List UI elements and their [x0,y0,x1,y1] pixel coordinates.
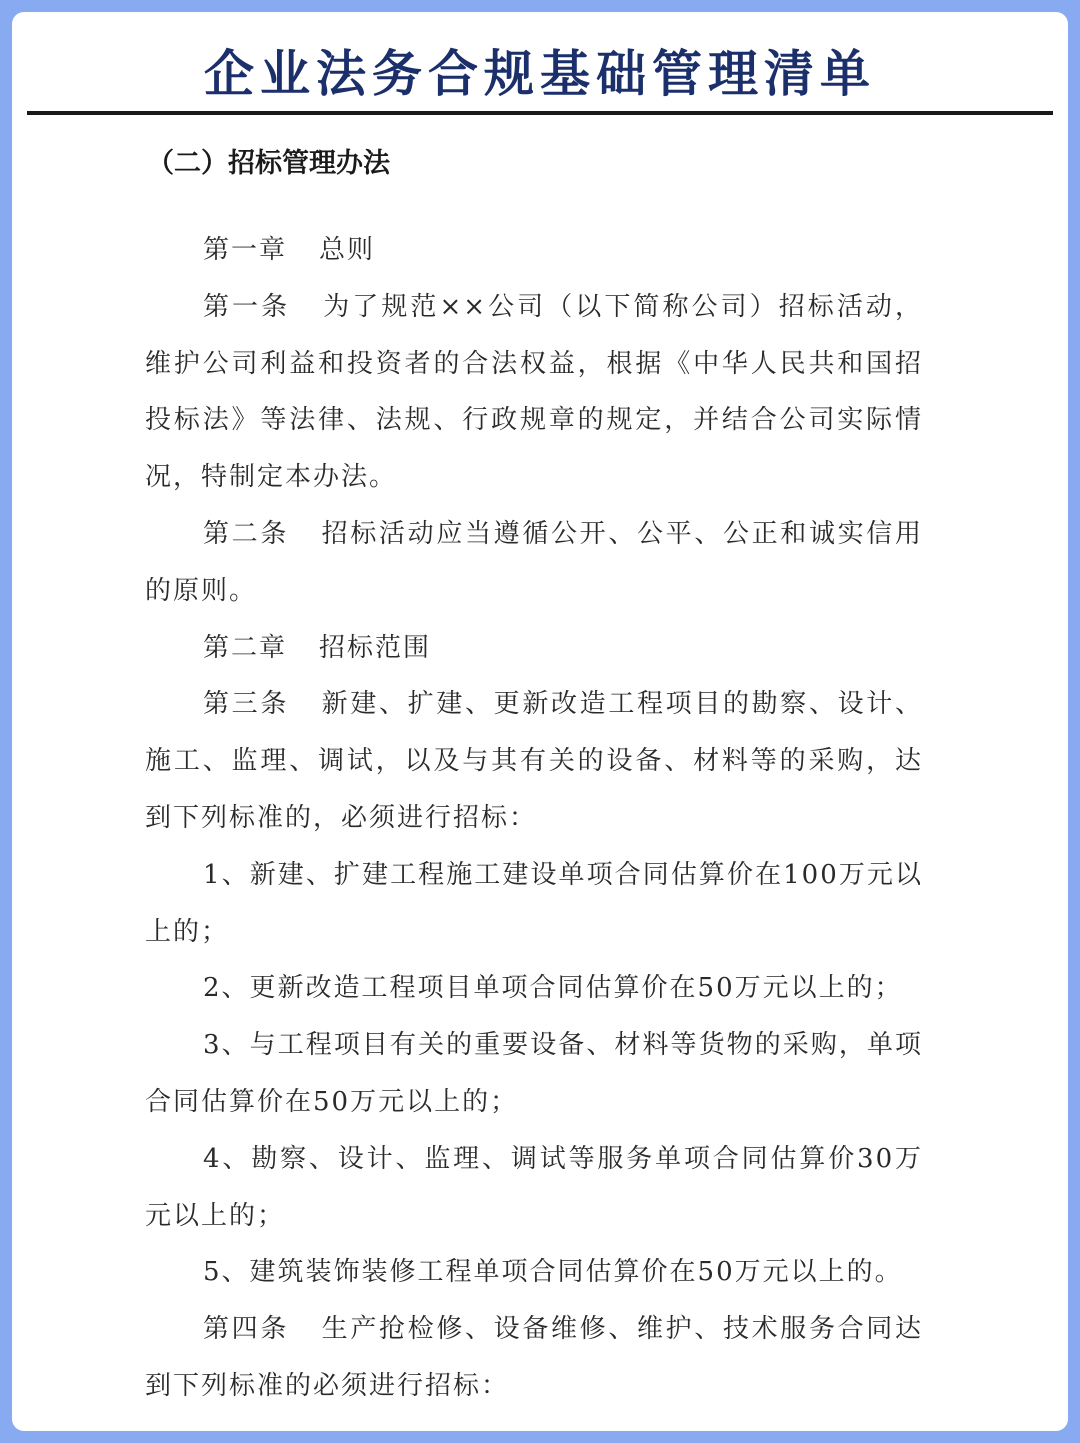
chapter-text: 招标范围 [319,632,432,663]
chapter-text: 总则 [319,235,376,265]
title-divider [27,111,1053,115]
article-text: 招标活动应当遵循公开、公平、公正和诚实信用的原则。 [145,518,923,606]
document-page [12,12,1068,1431]
chapter-label: 第二章 [203,632,288,663]
chapter-heading [145,222,923,279]
article-paragraph [145,506,923,620]
document-title: 企业法务合规基础管理清单 [204,45,876,103]
article-paragraph [145,676,923,846]
chapter-label: 第一章 [203,235,288,265]
article-label: 第四条 [203,1314,289,1345]
article-paragraph [145,1301,923,1415]
list-item: 4、勘察、设计、监理、调试等服务单项合同估算价30万元以上的； [145,1143,923,1231]
document-body [145,222,923,1415]
list-item: 2、更新改造工程项目单项合同估算价在50万元以上的； [203,973,903,1004]
list-item: 5、建筑装饰装修工程单项合同估算价在50万元以上的。 [203,1257,903,1288]
article-label: 第二条 [203,518,289,549]
list-item: 3、与工程项目有关的重要设备、材料等货物的采购，单项合同估算价在50万元以上的； [145,1030,923,1117]
chapter-heading [145,620,923,677]
list-item: 1、新建、扩建工程施工建设单项合同估算价在100万元以上的； [145,859,923,947]
article-paragraph [145,279,923,506]
article-text: 生产抢检修、设备维修、维护、技术服务合同达到下列标准的必须进行招标： [145,1314,923,1401]
article-text: 新建、扩建、更新改造工程项目的勘察、设计、施工、监理、调试，以及与其有关的设备、材料等的采购，达到下列标准的，必须进行招标： [145,689,923,833]
article-text: 为了规范××公司（以下简称公司）招标活动，维护公司利益和投资者的合法权益，根据《中华人民共和国招投标法》等法律、法规、行政规章的规定，并结合公司实际情况，特制定本办法。 [145,291,923,493]
article-label: 第一条 [203,291,291,322]
article-label: 第三条 [203,689,289,720]
section-title: （二）招标管理办法 [147,148,390,179]
